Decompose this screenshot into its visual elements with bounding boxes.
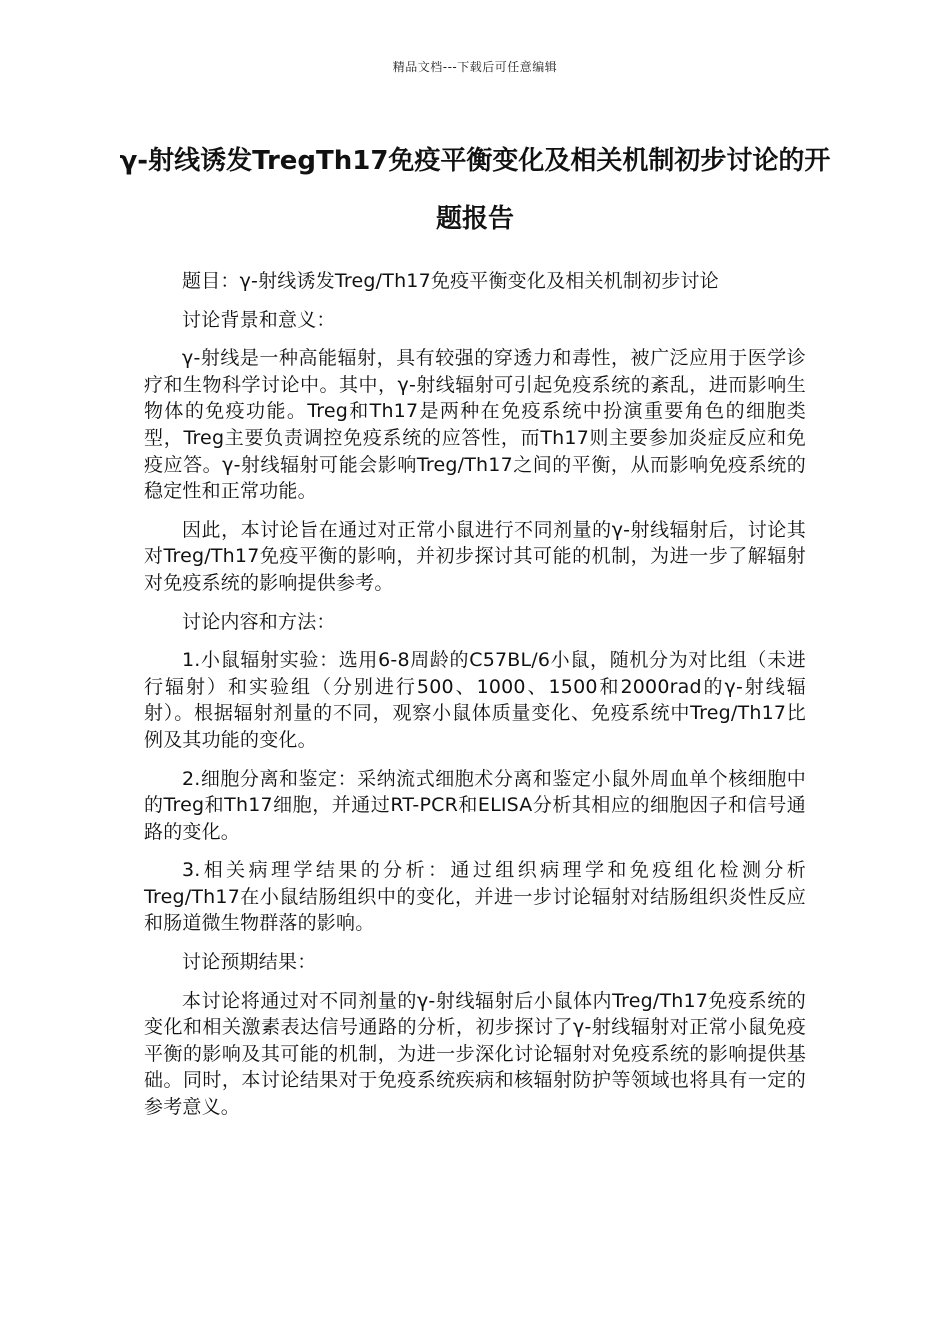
document-title: γ-射线诱发TregTh17免疫平衡变化及相关机制初步讨论的开题报告	[119, 146, 831, 234]
purpose-paragraph: 因此，本讨论旨在通过对正常小鼠进行不同剂量的γ-射线辐射后，讨论其对Treg/Th17免疫平衡的影响，并初步探讨其可能的机制，为进一步了解辐射对免疫系统的影响提供参考。	[144, 518, 806, 594]
method-item-2: 2.细胞分离和鉴定：采纳流式细胞术分离和鉴定小鼠外周血单个核细胞中的Treg和Th17细胞，并通过RT-PCR和ELISA分析其相应的细胞因子和信号通路的变化。	[144, 767, 806, 843]
section-heading-methods: 讨论内容和方法：	[182, 610, 336, 633]
section-heading-background: 讨论背景和意义：	[182, 308, 336, 331]
expected-results-paragraph: 本讨论将通过对不同剂量的γ-射线辐射后小鼠体内Treg/Th17免疫系统的变化和相关激素表达信号通路的分析，初步探讨了γ-射线辐射对正常小鼠免疫平衡的影响及其可能的机制，为进一步深化讨论辐射对免疫系统的影响提供基础。同时，本讨论结果对于免疫系统疾病和核辐射防护等领域也将具有一定的参考意义。	[144, 989, 806, 1119]
page-header-note: 精品文档---下载后可任意编辑	[392, 60, 558, 74]
topic-line: 题目：γ-射线诱发Treg/Th17免疫平衡变化及相关机制初步讨论	[182, 270, 719, 292]
section-heading-results: 讨论预期结果：	[182, 951, 317, 974]
method-item-3: 3.相关病理学结果的分析：通过组织病理学和免疫组化检测分析Treg/Th17在小鼠结肠组织中的变化，并进一步讨论辐射对结肠组织炎性反应和肠道微生物群落的影响。	[144, 859, 806, 935]
background-paragraph: γ-射线是一种高能辐射，具有较强的穿透力和毒性，被广泛应用于医学诊疗和生物科学讨论中。其中，γ-射线辐射可引起免疫系统的紊乱，进而影响生物体的免疫功能。Treg和Th17是两种在免疫系统中扮演重要角色的细胞类型，Treg主要负责调控免疫系统的应答性，而Th17则主要参加炎症反应和免疫应答。γ-射线辐射可能会影响Treg/Th17之间的平衡，从而影响免疫系统的稳定性和正常功能。	[144, 347, 806, 503]
document-body	[144, 268, 806, 1133]
method-item-1: 1.小鼠辐射实验：选用6-8周龄的C57BL/6小鼠，随机分为对比组（未进行辐射）和实验组（分别进行500、1000、1500和2000rad的γ-射线辐射）。根据辐射剂量的不同，观察小鼠体质量变化、免疫系统中Treg/Th17比例及其功能的变化。	[144, 649, 806, 751]
